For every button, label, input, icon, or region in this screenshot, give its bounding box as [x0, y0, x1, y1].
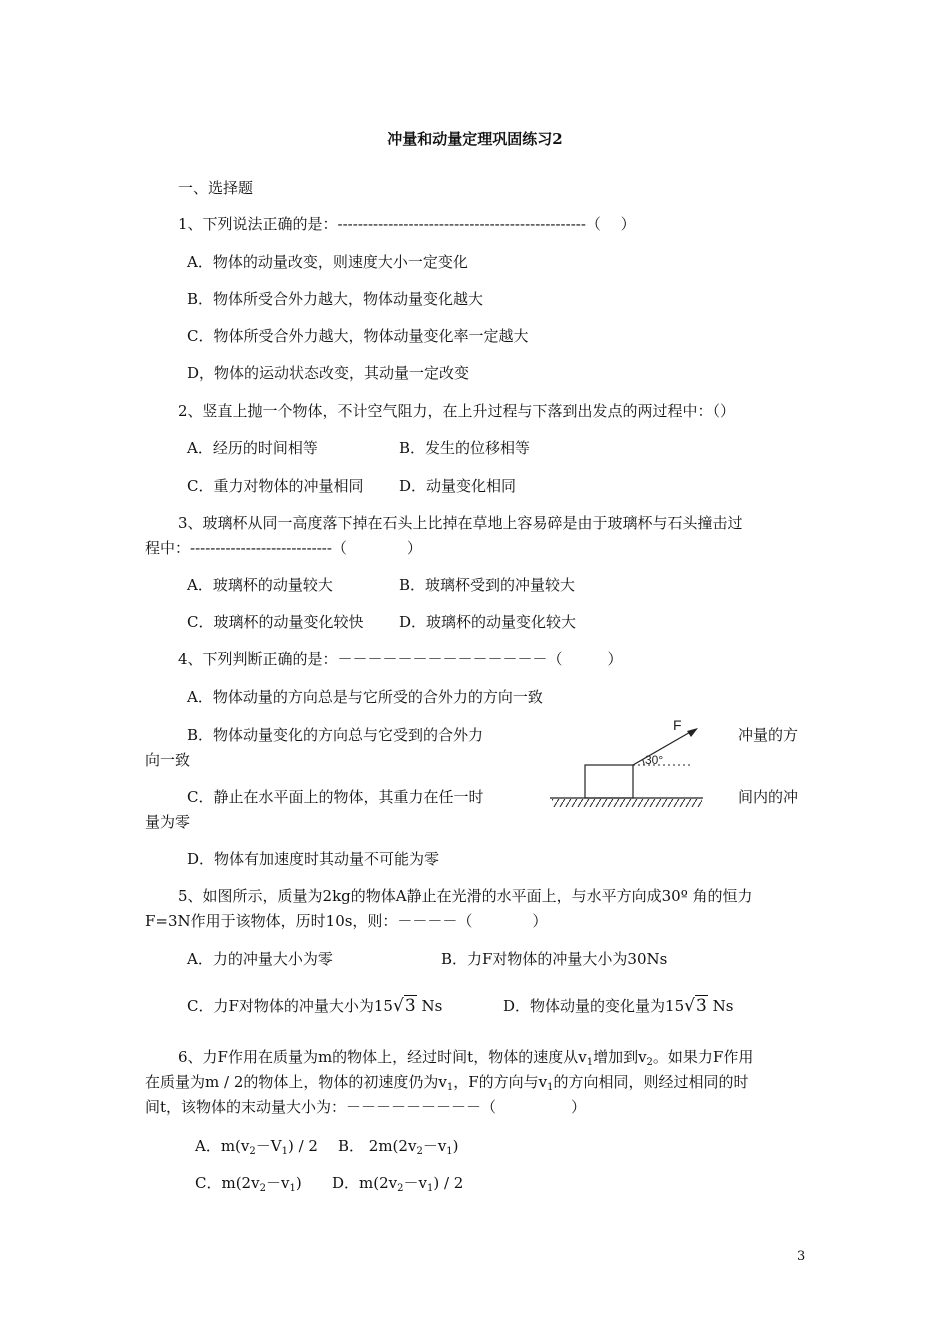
text: 增加到v [593, 1048, 647, 1066]
block [585, 765, 633, 798]
page-number: 3 [797, 1249, 806, 1264]
q4-option-b-part-3: 向一致 [145, 751, 191, 769]
q4-option-d: D．物体有加速度时其动量不可能为零 [187, 850, 440, 868]
q3-option-b: B．玻璃杯受到的冲量较大 [399, 576, 576, 594]
q5-option-d-unit: Ns [712, 997, 734, 1015]
q4-option-c-part-3: 量为零 [145, 813, 191, 831]
ground-hatching [552, 799, 702, 807]
section-heading: 一、选择题 [178, 179, 254, 197]
subscript: 2 [397, 1183, 404, 1194]
question-6-stem-line-3: 间t，该物体的末动量大小为：－－－－－－－－－（ ） [145, 1098, 587, 1116]
radicand: 3 [404, 996, 416, 1016]
subscript: 1 [586, 1057, 594, 1068]
text: －v [422, 1137, 447, 1155]
q5-option-a: A．力的冲量大小为零 [187, 950, 333, 968]
text: －v [403, 1174, 427, 1192]
q2-option-d: D．动量变化相同 [399, 477, 517, 495]
text: －V [255, 1137, 282, 1155]
subscript: 1 [446, 1082, 454, 1093]
text: ，F的方向与v [453, 1073, 548, 1091]
question-1-stem: 1、下列说法正确的是：-------------------------------------------------（ ） [178, 215, 636, 233]
q5-option-b: B．力F对物体的冲量大小为30Ns [441, 950, 668, 968]
force-diagram [545, 712, 715, 812]
subscript: 2 [416, 1146, 423, 1157]
q3-option-c: C．玻璃杯的动量变化较快 [187, 613, 364, 631]
q1-option-c: C．物体所受合外力越大，物体动量变化率一定越大 [187, 327, 529, 345]
question-2-stem: 2、竖直上抛一个物体，不计空气阻力，在上升过程与下落到出发点的两过程中：（） [178, 402, 736, 420]
question-5-stem-line-2: F=3N作用于该物体，历时10s，则：－－－－（ ） [145, 912, 548, 930]
q5-option-c [187, 997, 442, 1015]
subscript: 1 [281, 1146, 288, 1157]
q5-option-c-text: C．力F对物体的冲量大小为15 [187, 997, 393, 1015]
subscript: 2 [646, 1057, 653, 1068]
text: ) [295, 1174, 302, 1192]
q2-option-c: C．重力对物体的冲量相同 [187, 477, 364, 495]
text: 在质量为m / 2的物体上，物体的初速度仍为v [145, 1073, 447, 1091]
question-5-stem-line-1: 5、如图所示，质量为2kg的物体A静止在光滑的水平面上，与水平方向成30º 角的恒力 [178, 887, 753, 905]
question-4-stem: 4、下列判断正确的是：－－－－－－－－－－－－－－（ ） [178, 650, 623, 668]
angle-label: 30° [645, 753, 664, 767]
text: 6、力F作用在质量为m的物体上，经过时间t，物体的速度从v [178, 1048, 587, 1066]
q1-option-d: D，物体的运动状态改变，其动量一定改变 [187, 364, 470, 382]
q6-option-d [332, 1174, 463, 1198]
subscript: 2 [249, 1146, 256, 1157]
force-label: F [673, 717, 682, 733]
sqrt-symbol: √3 [392, 996, 416, 1016]
angle-arc [643, 760, 645, 766]
q3-option-a: A．玻璃杯的动量较大 [187, 576, 333, 594]
q5-option-d-text: D．物体动量的变化量为15 [503, 997, 685, 1015]
q2-option-a: A．经历的时间相等 [187, 439, 318, 457]
subscript: 1 [426, 1183, 434, 1194]
text: A．m(v [195, 1137, 250, 1155]
q4-option-c-part-2: 间内的冲 [738, 788, 799, 806]
subscript: 1 [289, 1183, 296, 1194]
force-arrowhead [687, 728, 698, 737]
text: －v [265, 1174, 290, 1192]
text: C．m(2v [195, 1174, 260, 1192]
q3-option-d: D．玻璃杯的动量变化较大 [399, 613, 577, 631]
q5-option-d [503, 997, 733, 1015]
radicand: 3 [695, 996, 707, 1016]
q6-option-b [338, 1137, 459, 1161]
question-6-stem-line-2 [145, 1073, 749, 1097]
q4-option-b-part-2: 冲量的方 [738, 726, 799, 744]
page-title: 冲量和动量定理巩固练习2 [387, 130, 563, 148]
q4-option-b-part-1: B．物体动量变化的方向总与它受到的合外力 [187, 726, 484, 744]
text: ) / 2 [287, 1137, 318, 1155]
subscript: 1 [547, 1082, 554, 1093]
q6-option-a [195, 1137, 318, 1161]
question-3-stem-line-2: 程中：----------------------------（ ） [145, 539, 422, 557]
text: 的方向相同，则经过相同的时 [553, 1073, 749, 1091]
q6-option-c [195, 1174, 302, 1198]
q1-option-b: B．物体所受合外力越大，物体动量变化越大 [187, 290, 484, 308]
subscript: 1 [446, 1146, 453, 1157]
q5-option-c-unit: Ns [421, 997, 443, 1015]
text: 。如果力F作用 [652, 1048, 754, 1066]
text: ) [452, 1137, 459, 1155]
q1-option-a: A．物体的动量改变，则速度大小一定变化 [187, 253, 468, 271]
question-6-stem-line-1 [178, 1048, 753, 1072]
text: D．m(2v [332, 1174, 398, 1192]
subscript: 2 [259, 1183, 266, 1194]
text: B． 2m(2v [338, 1137, 417, 1155]
sqrt-symbol: √3 [684, 996, 707, 1016]
q4-option-c-part-1: C．静止在水平面上的物体，其重力在任一时 [187, 788, 484, 806]
text: ) / 2 [433, 1174, 464, 1192]
question-3-stem-line-1: 3、玻璃杯从同一高度落下掉在石头上比掉在草地上容易碎是由于玻璃杯与石头撞击过 [178, 514, 743, 532]
q2-option-b: B．发生的位移相等 [399, 439, 531, 457]
q4-option-a: A．物体动量的方向总是与它所受的合外力的方向一致 [187, 688, 543, 706]
